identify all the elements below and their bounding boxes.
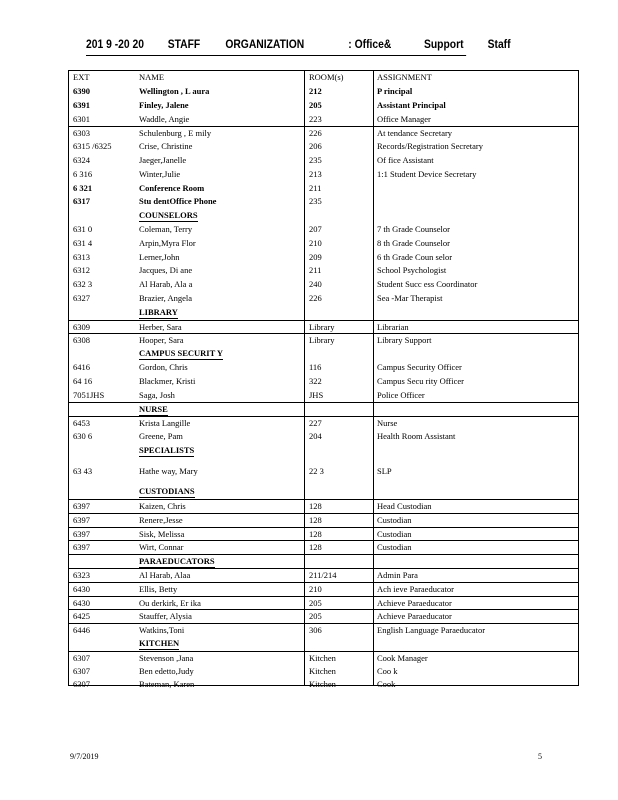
table-row: [69, 278, 578, 292]
room-cell: 235: [309, 155, 322, 165]
table-row: [69, 665, 578, 679]
assignment-cell: English Language Paraeducator: [377, 625, 486, 636]
ext-cell: 6430: [73, 583, 90, 594]
assignment-cell: Cook Manager: [377, 652, 428, 663]
table-row: [69, 333, 578, 348]
table-row: [69, 195, 578, 209]
name-cell: Gordon, Chris: [139, 362, 188, 372]
room-cell: Library: [309, 335, 335, 346]
assignment-cell: Custodian: [377, 528, 412, 539]
name-cell: [139, 306, 305, 320]
name-cell: Stauffer, Alysia: [139, 611, 192, 622]
section-title: SPECIALISTS: [139, 444, 195, 455]
room-cell: 128: [309, 501, 322, 511]
assignment-cell: Coo k: [377, 665, 398, 676]
assignment-cell: Head Custodian: [377, 501, 432, 511]
table-row: [69, 513, 578, 528]
assignment-cell: Achieve Paraeducator: [377, 611, 452, 622]
table-row: [69, 430, 578, 444]
assignment-cell: At tendance Secretary: [377, 128, 453, 139]
assignment-cell: Custodian: [377, 514, 412, 525]
ext-cell: 6303: [73, 128, 90, 139]
table-row: [69, 609, 578, 624]
assignment-cell: Custodian: [377, 542, 412, 553]
assignment-cell: Student Succ ess Coordinator: [377, 279, 478, 290]
ext-cell: 6425: [73, 611, 90, 622]
section-header-row: [69, 402, 578, 417]
footer-date: 9/7/2019: [70, 752, 99, 761]
section-title: COUNSELORS: [139, 210, 198, 221]
ext-cell: 6397: [73, 514, 90, 525]
ext-cell: 63 43: [73, 465, 93, 476]
assignment-cell: Nurse: [377, 418, 398, 429]
room-cell: 306: [309, 625, 322, 636]
assignment-cell: Admin Para: [377, 570, 418, 580]
room-cell: 211: [309, 182, 322, 193]
assignment-cell: 6 th Grade Coun selor: [377, 251, 453, 262]
table-row: [69, 223, 578, 237]
staff-table: [68, 70, 579, 690]
room-cell: 227: [309, 418, 322, 429]
room-cell: 22 3: [309, 465, 324, 476]
name-cell: Ellis, Betty: [139, 583, 178, 594]
name-cell: Kaizen, Chris: [139, 501, 186, 511]
assignment-cell: P rincipal: [377, 86, 413, 96]
name-cell: Wellington , L aura: [139, 86, 210, 96]
name-cell: Bateman, Karen: [139, 679, 195, 690]
name-cell: Saga, Josh: [139, 389, 175, 400]
name-cell: Waddle, Angie: [139, 113, 190, 124]
table-row: [69, 527, 578, 542]
name-cell: Jacques, Di ane: [139, 265, 193, 276]
ext-cell: 7051JHS: [73, 389, 105, 400]
name-cell: Herber, Sara: [139, 321, 182, 332]
room-cell: 128: [309, 542, 322, 553]
ext-cell: 6309: [73, 321, 90, 332]
room-cell: 116: [309, 362, 322, 372]
section-header-row: [69, 554, 578, 569]
table-row: [69, 623, 578, 638]
table-row: [69, 140, 578, 154]
ext-cell: 6391: [73, 99, 90, 110]
title-office: : Office&: [348, 37, 392, 51]
ext-cell: 6 316: [73, 168, 93, 179]
room-cell: 128: [309, 528, 322, 539]
ext-cell: 6 321: [73, 182, 93, 193]
page-title: [86, 37, 511, 56]
ext-cell: 6397: [73, 528, 90, 539]
room-cell: 206: [309, 141, 322, 152]
name-cell: [139, 209, 305, 223]
room-cell: 210: [309, 237, 322, 248]
name-cell: Al Harab, Alaa: [139, 570, 191, 580]
assignment-cell: Sea -Mar Therapist: [377, 293, 443, 303]
header-room: ROOM(s): [309, 72, 344, 82]
assignment-cell: SLP: [377, 465, 392, 476]
room-cell: 128: [309, 514, 322, 525]
room-cell: 211/214: [309, 570, 337, 580]
assignment-cell: Health Room Assistant: [377, 431, 456, 441]
ext-cell: 6307: [73, 679, 90, 690]
section-title: PARAEDUCATORS: [139, 556, 215, 567]
table-row: [69, 264, 578, 278]
ext-cell: 631 0: [73, 224, 93, 234]
name-cell: [139, 403, 305, 417]
ext-cell: 6315 /6325: [73, 141, 112, 152]
ext-cell: 6301: [73, 113, 90, 124]
table-row: [69, 499, 578, 514]
section-header-row: [69, 347, 578, 361]
table-row: [69, 540, 578, 555]
table-row: [69, 292, 578, 306]
name-cell: Arpin,Myra Flor: [139, 237, 196, 248]
assignment-cell: 7 th Grade Counselor: [377, 224, 450, 234]
ext-cell: 632 3: [73, 279, 93, 290]
room-cell: 322: [309, 375, 322, 386]
name-cell: Hathe way, Mary: [139, 465, 198, 476]
room-cell: JHS: [309, 389, 324, 400]
ext-cell: 6323: [73, 570, 90, 580]
assignment-cell: Campus Security Officer: [377, 362, 462, 372]
table-row: [69, 568, 578, 583]
assignment-cell: School Psychologist: [377, 265, 447, 276]
header-assignment: ASSIGNMENT: [377, 72, 432, 82]
table-row: [69, 361, 578, 375]
section-header-row: [69, 209, 578, 223]
name-cell: Ou derkirk, Er ika: [139, 597, 201, 608]
assignment-cell: Cook: [377, 679, 396, 690]
ext-cell: 6308: [73, 335, 90, 346]
name-cell: Watkins,Toni: [139, 625, 185, 636]
ext-cell: 6324: [73, 155, 90, 165]
ext-cell: 6453: [73, 418, 90, 429]
name-cell: Blackmer, Kristi: [139, 375, 196, 386]
title-staff: STAFF: [167, 37, 201, 51]
room-cell: 223: [309, 113, 322, 124]
section-title: LIBRARY: [139, 306, 178, 317]
ext-cell: 6327: [73, 293, 90, 303]
table-row: [69, 678, 578, 692]
table-row: [69, 458, 578, 486]
ext-cell: 64 16: [73, 375, 93, 386]
header-name: NAME: [139, 72, 165, 82]
table-row: [69, 126, 578, 141]
section-title: CAMPUS SECURIT Y: [139, 348, 224, 359]
table-row: [69, 113, 578, 127]
table-row: [69, 168, 578, 182]
name-cell: Hooper, Sara: [139, 335, 184, 346]
name-cell: Jaeger,Janelle: [139, 155, 187, 165]
assignment-cell: 1:1 Student Device Secretary: [377, 168, 477, 179]
name-cell: Schulenburg , E mily: [139, 128, 212, 139]
table-row: [69, 251, 578, 265]
footer-page-number: 5: [538, 752, 542, 761]
room-cell: 204: [309, 431, 322, 441]
name-cell: [139, 555, 305, 569]
room-cell: Kitchen: [309, 679, 336, 690]
assignment-cell: Library Support: [377, 335, 432, 346]
table-row: [69, 154, 578, 168]
section-title: KITCHEN: [139, 638, 180, 648]
assignment-cell: Office Manager: [377, 113, 431, 124]
ext-cell: 6313: [73, 251, 90, 262]
name-cell: [139, 444, 305, 458]
table-row: [69, 416, 578, 431]
room-cell: 205: [309, 597, 322, 608]
ext-cell: 6397: [73, 542, 90, 553]
room-cell: 207: [309, 224, 322, 234]
header-ext: EXT: [73, 72, 90, 82]
title-support: Support: [423, 37, 464, 51]
room-cell: 209: [309, 251, 322, 262]
room-cell: 240: [309, 279, 322, 290]
table-header-row: [69, 71, 578, 84]
ext-cell: 6390: [73, 86, 90, 96]
room-cell: 211: [309, 265, 322, 276]
table-row: [69, 237, 578, 251]
assignment-cell: Librarian: [377, 321, 409, 332]
name-cell: Wirt, Connar: [139, 542, 184, 553]
table-row: [69, 320, 578, 335]
name-cell: Sisk, Melissa: [139, 528, 185, 539]
table-row: [69, 582, 578, 597]
room-cell: Library: [309, 321, 335, 332]
name-cell: Brazier, Angela: [139, 293, 192, 303]
ext-cell: 6312: [73, 265, 90, 276]
section-title: NURSE: [139, 404, 168, 415]
section-header-row: [69, 306, 578, 320]
title-year: 201 9 -20 20: [86, 37, 144, 51]
assignment-cell: Assistant Principal: [377, 99, 446, 110]
assignment-cell: Achieve Paraeducator: [377, 597, 452, 608]
assignment-cell: Ach ieve Paraeducator: [377, 583, 454, 594]
section-title: CUSTODIANS: [139, 486, 195, 497]
name-cell: Stu dentOffice Phone: [139, 196, 217, 207]
assignment-cell: Of fice Assistant: [377, 155, 434, 165]
table-row: [69, 99, 578, 113]
name-cell: [139, 485, 305, 499]
ext-cell: 6446: [73, 625, 90, 636]
name-cell: Ben edetto,Judy: [139, 665, 194, 676]
title-staff-end: Staff: [487, 37, 511, 51]
section-header-row: [69, 637, 578, 651]
table-row: [69, 375, 578, 389]
assignment-cell: Records/Registration Secretary: [377, 141, 483, 152]
room-cell: 205: [309, 99, 322, 110]
table-row: [69, 182, 578, 196]
name-cell: Winter,Julie: [139, 168, 181, 179]
table-row: [69, 389, 578, 403]
name-cell: [139, 637, 305, 651]
table-row: [69, 651, 578, 666]
ext-cell: 6416: [73, 362, 90, 372]
ext-cell: 6317: [73, 196, 90, 207]
room-cell: 226: [309, 293, 322, 303]
title-organization: ORGANIZATION: [225, 37, 305, 51]
assignment-cell: Police Officer: [377, 389, 425, 400]
name-cell: Renere,Jesse: [139, 514, 183, 525]
section-header-row: [69, 444, 578, 458]
room-cell: 235: [309, 196, 322, 207]
assignment-cell: Campus Secu rity Officer: [377, 375, 464, 386]
name-cell: Coleman, Terry: [139, 224, 193, 234]
section-header-row: [69, 485, 578, 499]
name-cell: Finley, Jalene: [139, 99, 189, 110]
room-cell: Kitchen: [309, 665, 336, 676]
name-cell: Stevenson ,Jana: [139, 652, 194, 663]
name-cell: Lerner,John: [139, 251, 180, 262]
name-cell: Crise, Christine: [139, 141, 193, 152]
ext-cell: 6307: [73, 665, 90, 676]
room-cell: Kitchen: [309, 652, 336, 663]
table-row: [69, 596, 578, 611]
ext-cell: 631 4: [73, 237, 93, 248]
room-cell: 210: [309, 583, 322, 594]
ext-cell: 6397: [73, 501, 90, 511]
assignment-cell: 8 th Grade Counselor: [377, 237, 450, 248]
table-row: [69, 85, 578, 99]
ext-cell: 630 6: [73, 431, 93, 441]
name-cell: Greene, Pam: [139, 431, 183, 441]
name-cell: [139, 347, 305, 361]
room-cell: 212: [309, 86, 322, 96]
room-cell: 205: [309, 611, 322, 622]
name-cell: Al Harab, Ala a: [139, 279, 193, 290]
name-cell: Krista Langille: [139, 418, 191, 429]
room-cell: 226: [309, 128, 322, 139]
ext-cell: 6307: [73, 652, 90, 663]
room-cell: 213: [309, 168, 322, 179]
name-cell: Conference Room: [139, 182, 205, 193]
ext-cell: 6430: [73, 597, 90, 608]
